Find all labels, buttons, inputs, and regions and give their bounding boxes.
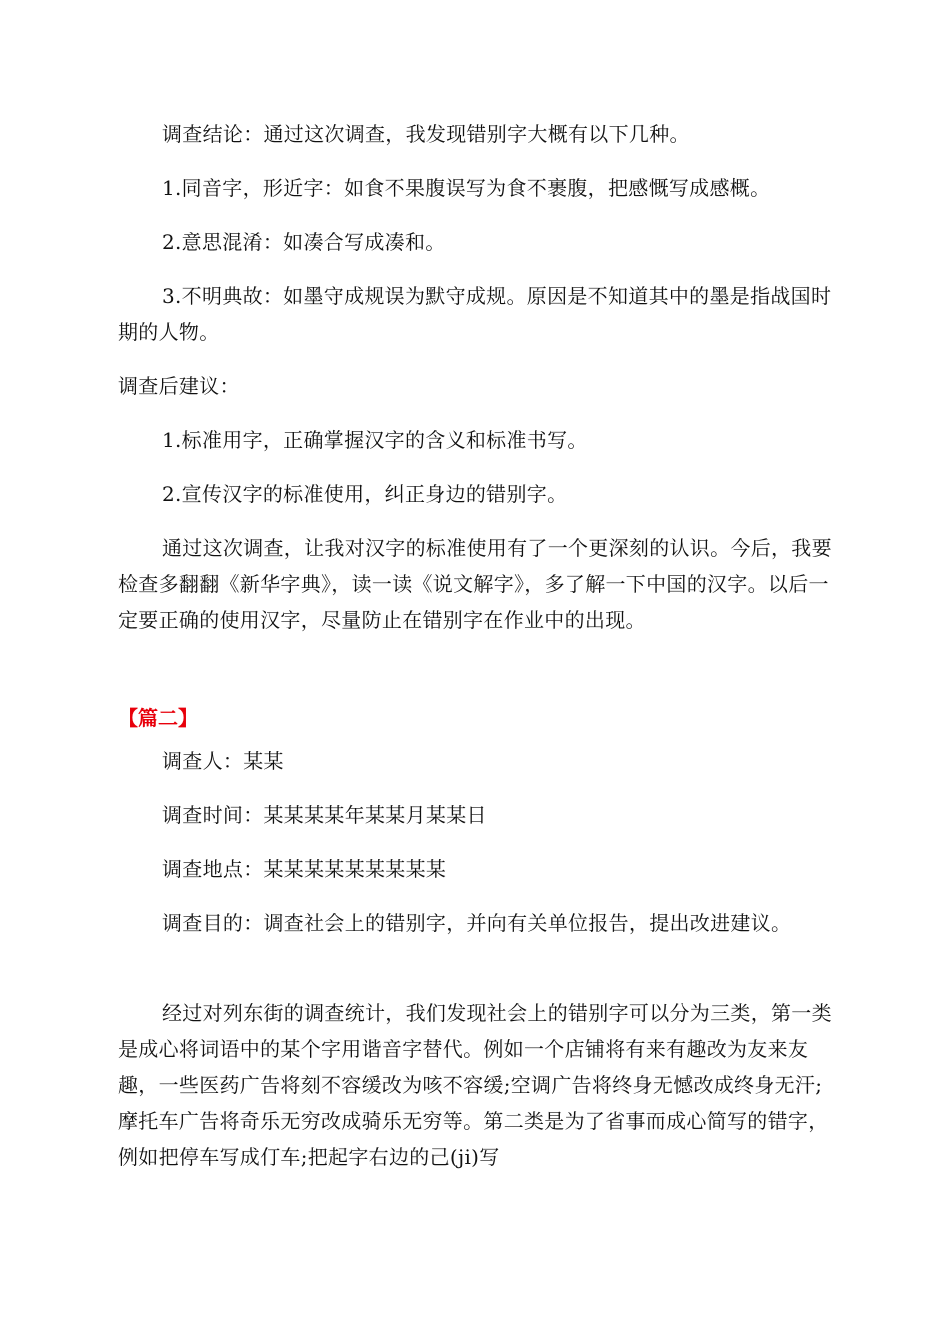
- survey-body-paragraph: 经过对列东街的调查统计，我们发现社会上的错别字可以分为三类，第一类是成心将词语中的某个字用谐音字替代。例如一个店铺将有来有趣改为友来友趣，一些医药广告将刻不容缓改为咳不容缓;空调广告将终身无憾改成终身无汗;摩托车广告将奇乐无穷改成骑乐无穷等。第二类是为了省事而成心简写的错字，例如把停车写成仃车;把起字右边的己(ji)写: [118, 1001, 832, 1169]
- investigation-place-line: 调查地点：某某某某某某某某某: [162, 857, 447, 881]
- investigation-purpose-paragraph: 调查目的：调查社会上的错别字，并向有关单位报告，提出改进建议。: [162, 911, 792, 935]
- investigation-time-line: 调查时间：某某某某年某某月某某日: [162, 803, 487, 827]
- closing-paragraph: 通过这次调查，让我对汉字的标准使用有了一个更深刻的认识。今后，我要检查多翻翻《新华字典》，读一读《说文解字》，多了解一下中国的汉字。以后一定要正确的使用汉字，尽量防止在错别字在作业中的出现。: [118, 536, 832, 632]
- finding-item-3: 3.不明典故：如墨守成规误为默守成规。原因是不知道其中的墨是指战国时期的人物。: [118, 284, 832, 344]
- finding-item-2: 2.意思混淆：如凑合写成凑和。: [162, 230, 446, 254]
- suggestion-item-2: 2.宣传汉字的标准使用，纠正身边的错别字。: [162, 482, 568, 506]
- conclusion-paragraph: 调查结论：通过这次调查，我发现错别字大概有以下几种。: [162, 122, 690, 146]
- suggestion-title: 调查后建议：: [118, 374, 240, 398]
- finding-item-1: 1.同音字，形近字：如食不果腹误写为食不裹腹，把感慨写成感概。: [162, 176, 771, 200]
- investigator-line: 调查人：某某: [162, 749, 284, 773]
- section-heading: 【篇二】: [118, 706, 198, 730]
- suggestion-item-1: 1.标准用字，正确掌握汉字的含义和标准书写。: [162, 428, 588, 452]
